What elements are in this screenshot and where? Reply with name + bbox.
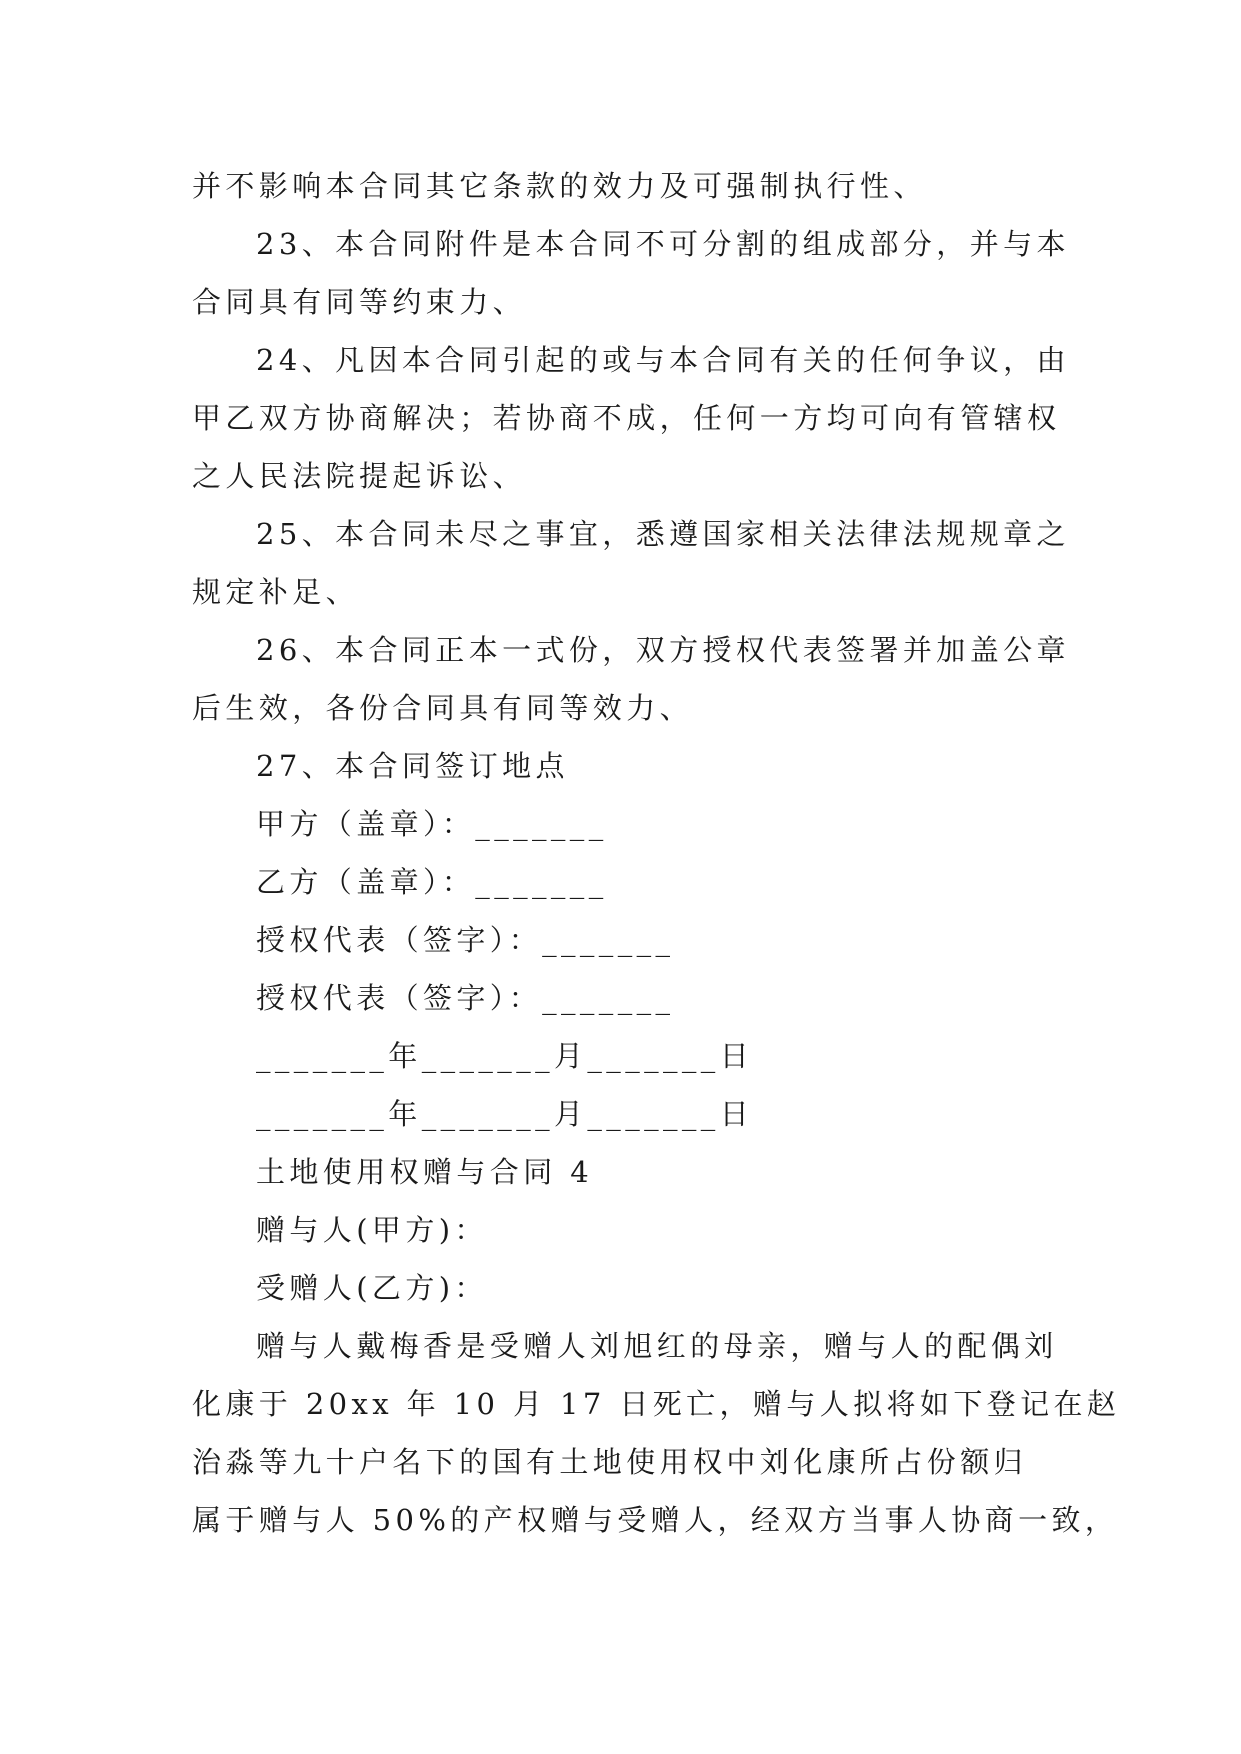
clause-24-line-1: 24、凡因本合同引起的或与本合同有关的任何争议，由: [256, 343, 1070, 377]
text-line: 并不影响本合同其它条款的效力及可强制执行性、: [192, 169, 927, 203]
donor-line: 赠与人(甲方)：: [256, 1213, 488, 1247]
clause-23-line-2: 合同具有同等约束力、: [192, 285, 527, 319]
body-paragraph-line-3: 治淼等九十户名下的国有土地使用权中刘化康所占份额归: [192, 1445, 1028, 1479]
party-b-seal-line: 乙方（盖章）：_______: [256, 865, 608, 899]
body-paragraph-line-2: 化康于 20xx 年 10 月 17 日死亡，赠与人拟将如下登记在赵: [192, 1387, 1121, 1421]
clause-23-line-1: 23、本合同附件是本合同不可分割的组成部分，并与本: [256, 227, 1070, 261]
clause-27-line: 27、本合同签订地点: [256, 749, 569, 783]
donee-line: 受赠人(乙方)：: [256, 1271, 488, 1305]
date-line-2: _______年_______月_______日: [256, 1097, 754, 1131]
clause-25-line-2: 规定补足、: [192, 575, 360, 609]
body-paragraph-line-4: 属于赠与人 50%的产权赠与受赠人，经双方当事人协商一致，: [192, 1503, 1119, 1537]
clause-26-line-1: 26、本合同正本一式份，双方授权代表签署并加盖公章: [256, 633, 1070, 667]
clause-24-line-2: 甲乙双方协商解决；若协商不成，任何一方均可向有管辖权: [192, 401, 1061, 435]
clause-26-line-2: 后生效，各份合同具有同等效力、: [192, 691, 694, 725]
body-paragraph-line-1: 赠与人戴梅香是受赠人刘旭红的母亲，赠与人的配偶刘: [256, 1329, 1058, 1363]
party-a-seal-line: 甲方（盖章）：_______: [256, 807, 608, 841]
clause-24-line-3: 之人民法院提起诉讼、: [192, 459, 527, 493]
date-line-1: _______年_______月_______日: [256, 1039, 754, 1073]
representative-signature-line-2: 授权代表（签字）：_______: [256, 981, 675, 1015]
clause-25-line-1: 25、本合同未尽之事宜，悉遵国家相关法律法规规章之: [256, 517, 1070, 551]
contract-title: 土地使用权赠与合同 4: [256, 1155, 594, 1189]
representative-signature-line-1: 授权代表（签字）：_______: [256, 923, 675, 957]
